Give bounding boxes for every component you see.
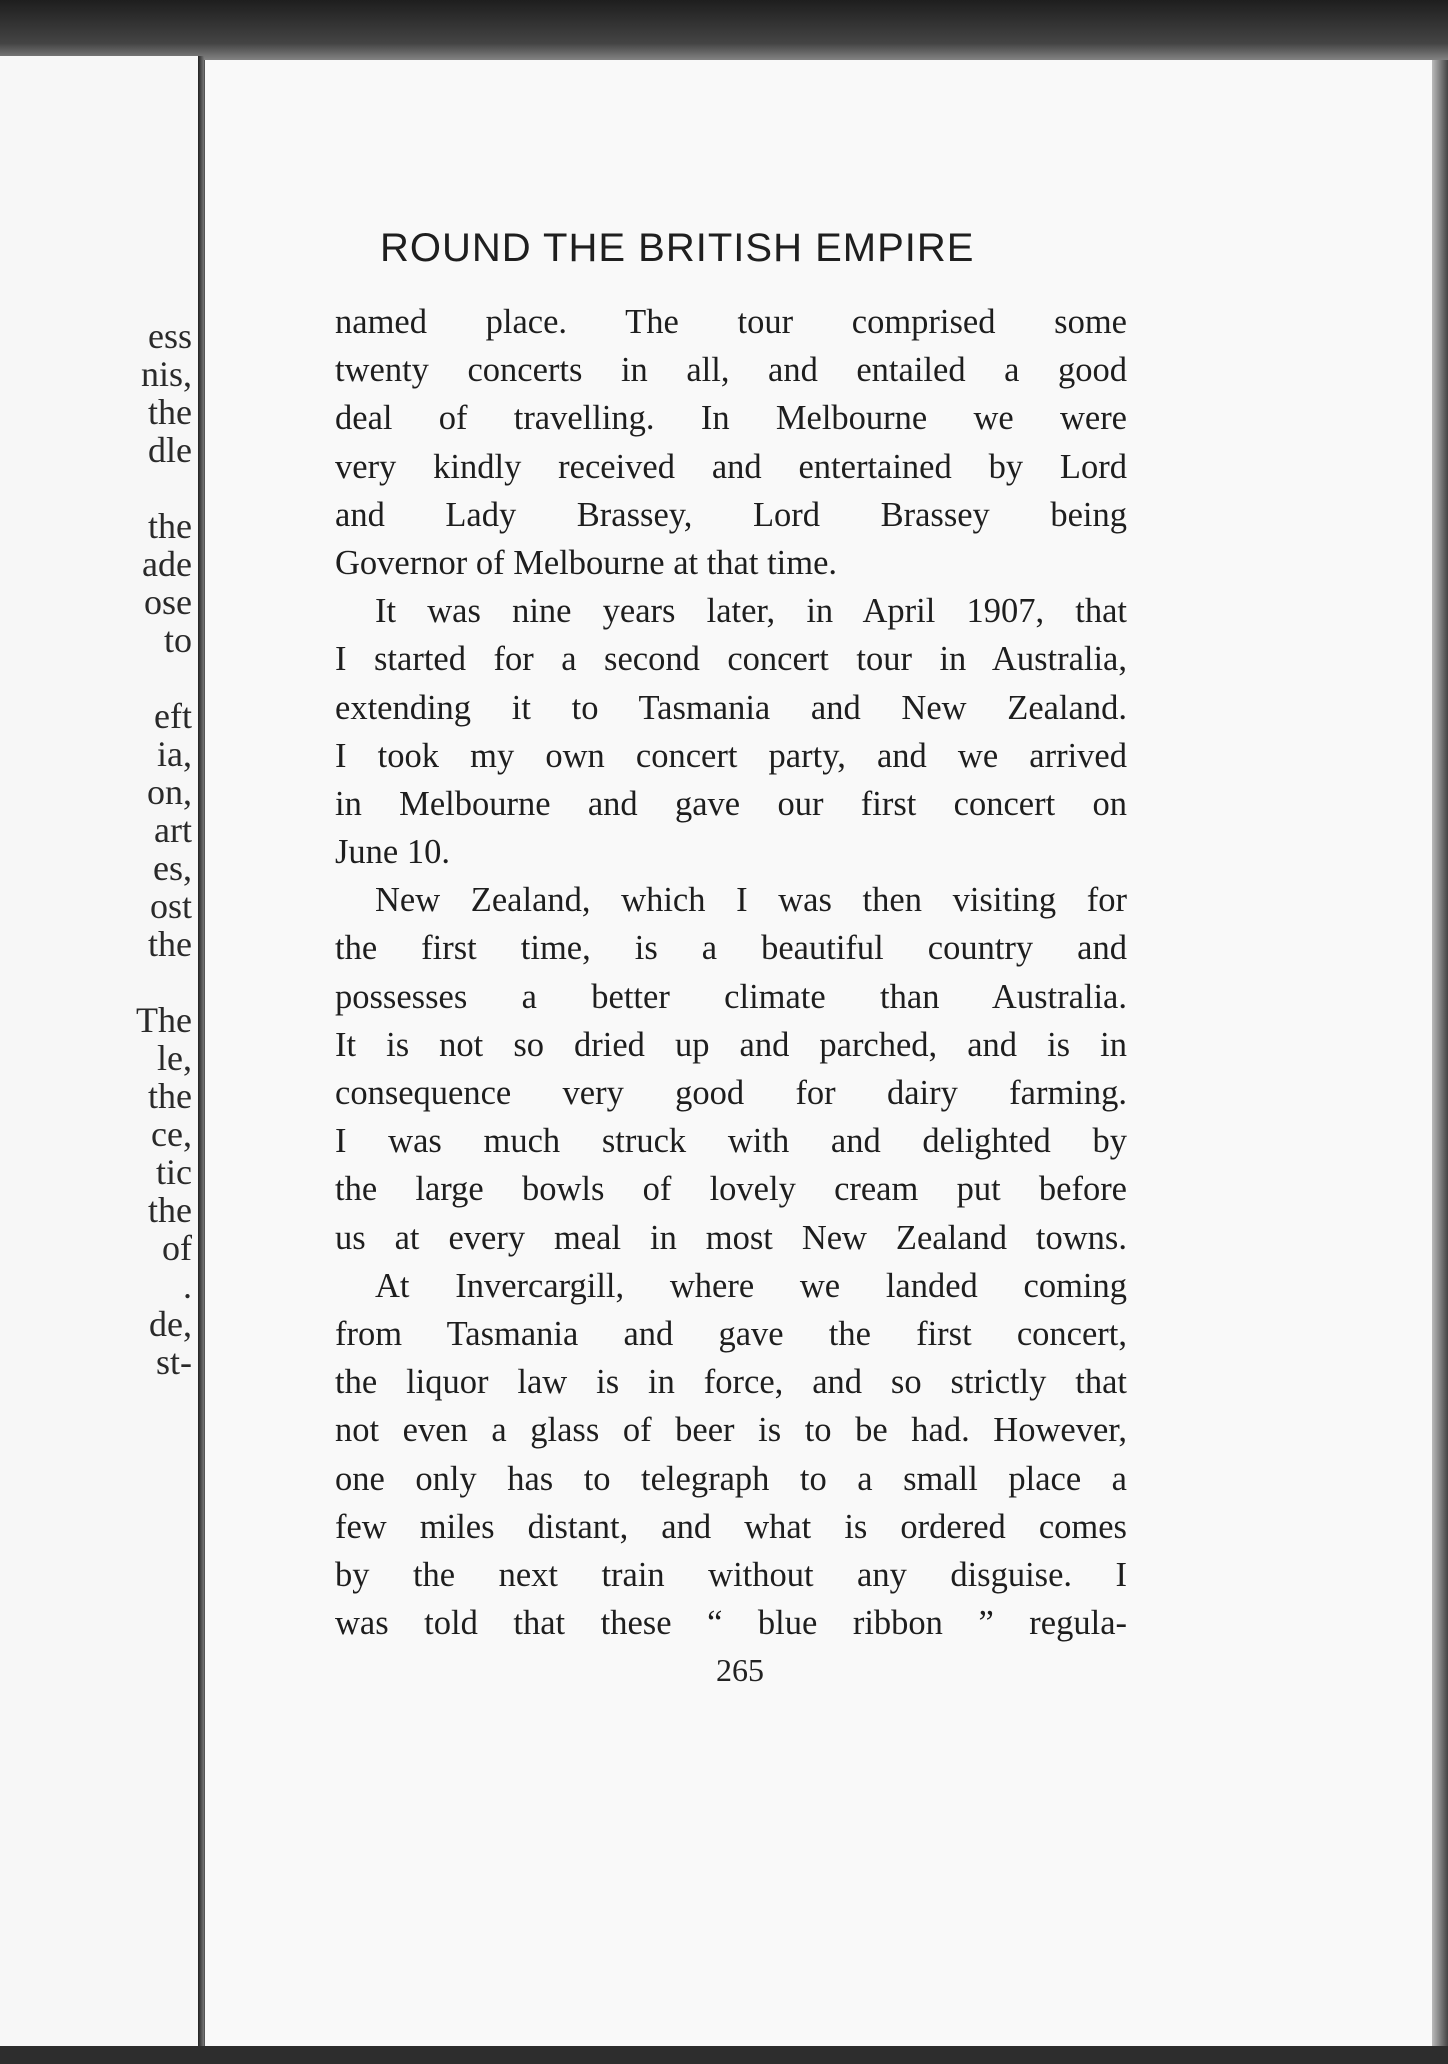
page-edge-shadow <box>1432 60 1448 2050</box>
text-line: consequence very good for dairy farming. <box>335 1074 1127 1112</box>
left-page-fragment: the <box>148 1190 192 1230</box>
text-line: New Zealand, which I was then visiting for <box>375 881 1127 920</box>
left-page-fragment: ade <box>142 544 192 584</box>
text-line: by the next train without any disguise. I <box>335 1555 1127 1594</box>
left-page-fragment: to <box>163 620 192 660</box>
left-page-fragment: the <box>148 924 192 964</box>
text-line: It is not so dried up and parched, and is in <box>335 1025 1127 1064</box>
text-line: not even a glass of beer is to be had. However, <box>335 1411 1127 1450</box>
text-line: in Melbourne and gave our first concert on <box>335 784 1127 823</box>
left-page-fragment: the <box>148 1076 192 1116</box>
text-line: from Tasmania and gave the first concert, <box>335 1314 1127 1353</box>
text-line: possesses a better climate than Australia. <box>335 977 1127 1016</box>
text-line: twenty concerts in all, and entailed a good <box>335 351 1127 390</box>
text-line: very kindly received and entertained by Lord <box>335 447 1127 486</box>
left-page-fragment: st- <box>156 1342 192 1382</box>
text-line: the first time, is a beautiful country and <box>335 929 1127 968</box>
text-line: Governor of Melbourne at that time. <box>335 543 838 582</box>
left-page <box>0 56 200 2046</box>
left-page-fragment: the <box>148 506 192 546</box>
text-line: deal of travelling. In Melbourne we were <box>335 399 1127 438</box>
left-page-fragment: es, <box>153 848 192 888</box>
left-page-fragment: tic <box>156 1152 192 1192</box>
left-page-fragment: of <box>162 1228 192 1268</box>
text-line: one only has to telegraph to a small place a <box>335 1459 1127 1498</box>
left-page-fragment: le, <box>157 1038 192 1078</box>
text-line: us at every meal in most New Zealand towns. <box>335 1218 1127 1257</box>
left-page-fragment: ose <box>144 582 192 622</box>
left-page-fragment: de, <box>149 1304 192 1344</box>
text-line: I was much struck with and delighted by <box>335 1122 1127 1161</box>
text-line: named place. The tour comprised some <box>335 303 1127 341</box>
text-line: was told that these “ blue ribbon ” regula- <box>335 1604 1127 1643</box>
text-line: At Invercargill, where we landed coming <box>375 1266 1127 1305</box>
left-page-fragment: The <box>136 1000 192 1040</box>
page-number: 265 <box>716 1652 764 1688</box>
left-page-fragment: dle <box>148 430 192 470</box>
left-page-fragment: ost <box>149 886 192 926</box>
text-line: and Lady Brassey, Lord Brassey being <box>335 495 1127 534</box>
text-line: I started for a second concert tour in Australia, <box>335 640 1127 679</box>
text-line: June 10. <box>335 833 450 872</box>
text-line: few miles distant, and what is ordered comes <box>335 1507 1127 1546</box>
page-body <box>335 298 1127 1647</box>
left-page-fragment: the <box>148 392 192 432</box>
left-page-fragment: eft <box>154 696 192 736</box>
left-page-fragment: art <box>154 810 192 850</box>
left-page-fragment: ce, <box>151 1114 192 1154</box>
text-line: extending it to Tasmania and New Zealand. <box>335 688 1127 727</box>
text-line: It was nine years later, in April 1907, that <box>375 592 1127 631</box>
scan-bottom-edge <box>0 2046 1448 2064</box>
text-line: I took my own concert party, and we arrived <box>335 736 1127 775</box>
running-head: ROUND THE BRITISH EMPIRE <box>380 226 975 270</box>
text-line: the liquor law is in force, and so strictly that <box>335 1363 1127 1402</box>
scan-top-edge <box>0 0 1448 62</box>
left-page-fragment: . <box>183 1266 192 1306</box>
left-page-fragment: ess <box>148 316 192 356</box>
left-page-fragment: nis, <box>140 354 192 394</box>
text-line: the large bowls of lovely cream put before <box>335 1170 1127 1209</box>
left-page-fragment: on, <box>147 772 192 812</box>
left-page-fragment: ia, <box>157 734 192 774</box>
